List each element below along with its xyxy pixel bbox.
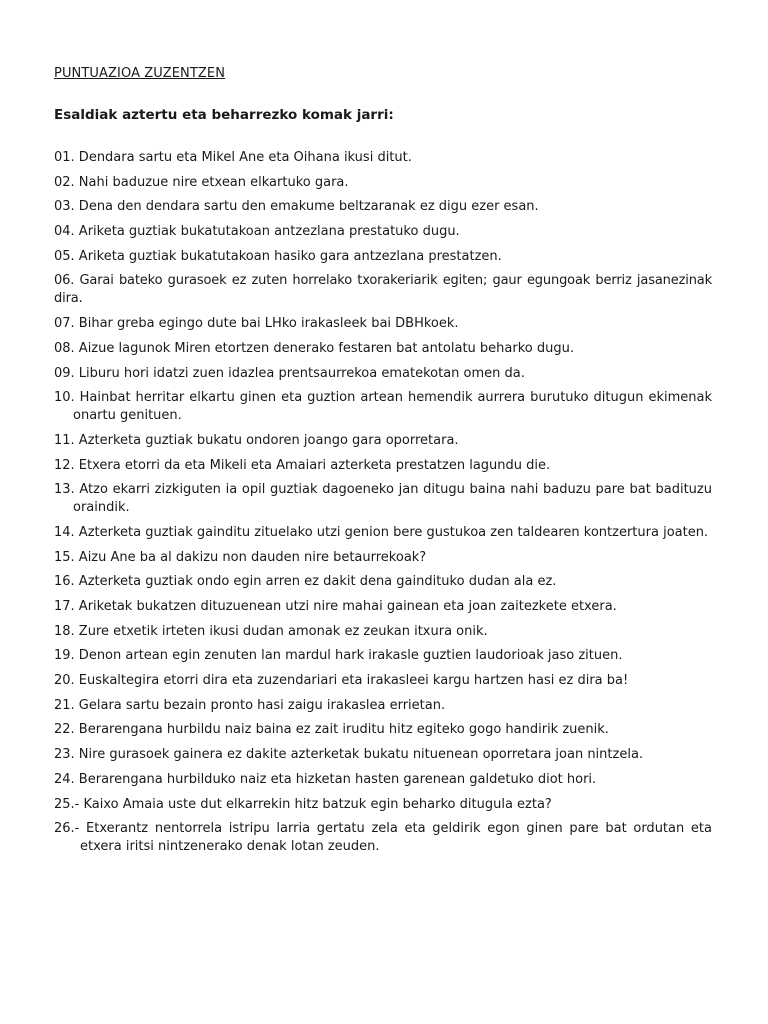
sentence-item: 23. Nire gurasoek gainera ez dakite azterketak bukatu nituenean oporretara joan nintzela. (54, 747, 644, 763)
sentence-item: 08. Aizue lagunok Miren etortzen denerako festaren bat antolatu beharko dugu. (54, 340, 574, 356)
sentence-item: 09. Liburu hori idatzi zuen idazlea prentsaurrekoa ematekotan omen da. (54, 365, 525, 381)
sentence-item: 01. Dendara sartu eta Mikel Ane eta Oihana ikusi ditut. (54, 150, 412, 165)
sentence-item: 07. Bihar greba egingo dute bai LHko irakasleek bai DBHkoek. (54, 316, 459, 332)
sentence-item: 25.- Kaixo Amaia uste dut elkarrekin hitz batzuk egin beharko ditugula ezta? (54, 796, 552, 812)
sentence-item: 20. Euskaltegira etorri dira eta zuzendariari eta irakasleei kargu hartzen hasi ez dira ba! (54, 673, 629, 689)
instruction-heading: Esaldiak aztertu eta beharrezko komak jarri: (54, 107, 394, 123)
sentence-item: 16. Azterketa guztiak ondo egin arren ez dakit dena gaindituko dudan ala ez. (54, 574, 557, 590)
sentence-item: 11. Azterketa guztiak bukatu ondoren joango gara oporretara. (54, 432, 459, 448)
sentence-item: 21. Gelara sartu bezain pronto hasi zaigu irakaslea errietan. (54, 697, 446, 713)
sentence-item: 22. Berarengana hurbildu naiz baina ez zait iruditu hitz egiteko gogo handirik zuenik. (54, 722, 609, 738)
sentence-item: 26.- Etxerantz nentorrela istripu larria gertatu zela eta geldirik egon ginen pare bat ordutan eta etxera iritsi nintzenerako denak lotan zeuden. (54, 821, 712, 855)
sentence-item: 14. Azterketa guztiak gainditu zituelako utzi genion bere gustukoa zen taldearen kontzertura joaten. (54, 524, 709, 540)
sentence-item: 17. Ariketak bukatzen dituzuenean utzi nire mahai gainean eta joan zaitezkete etxera. (54, 599, 617, 614)
sentence-item: 19. Denon artean egin zenuten lan mardul hark irakasle guztien laudorioak jaso zituen. (54, 648, 623, 664)
sentence-item: 04. Ariketa guztiak bukatutakoan antzezlana prestatuko dugu. (54, 224, 460, 240)
sentence-item: 12. Etxera etorri da eta Mikeli eta Amaiari azterketa prestatzen lagundu die. (54, 457, 551, 473)
sentence-item: 06. Garai bateko gurasoek ez zuten horrelako txorakeriarik egiten; gaur egungoak berriz jasanezinak dira. (54, 273, 712, 307)
sentence-item: 13. Atzo ekarri zizkiguten ia opil guztiak dagoeneko jan ditugu baina nahi baduzu pare bat badituzu oraindik. (54, 482, 712, 516)
sentence-list (54, 149, 712, 863)
sentence-item: 05. Ariketa guztiak bukatutakoan hasiko gara antzezlana prestatzen. (54, 248, 502, 264)
sentence-item: 18. Zure etxetik irteten ikusi dudan amonak ez zeukan itxura onik. (54, 623, 488, 639)
sentence-item: 02. Nahi baduzue nire etxean elkartuko gara. (54, 174, 349, 190)
sentence-item: 15. Aizu Ane ba al dakizu non dauden nire betaurrekoak? (54, 549, 427, 565)
sentence-item: 10. Hainbat herritar elkartu ginen eta guztion artean hemendik aurrera burutuko ditugun ekimenak onartu genituen. (54, 390, 712, 424)
sentence-item: 03. Dena den dendara sartu den emakume beltzaranak ez digu ezer esan. (54, 199, 539, 215)
document-title: PUNTUAZIOA ZUZENTZEN (54, 66, 226, 81)
sentence-item: 24. Berarengana hurbilduko naiz eta hizketan hasten garenean galdetuko diot hori. (54, 771, 597, 787)
